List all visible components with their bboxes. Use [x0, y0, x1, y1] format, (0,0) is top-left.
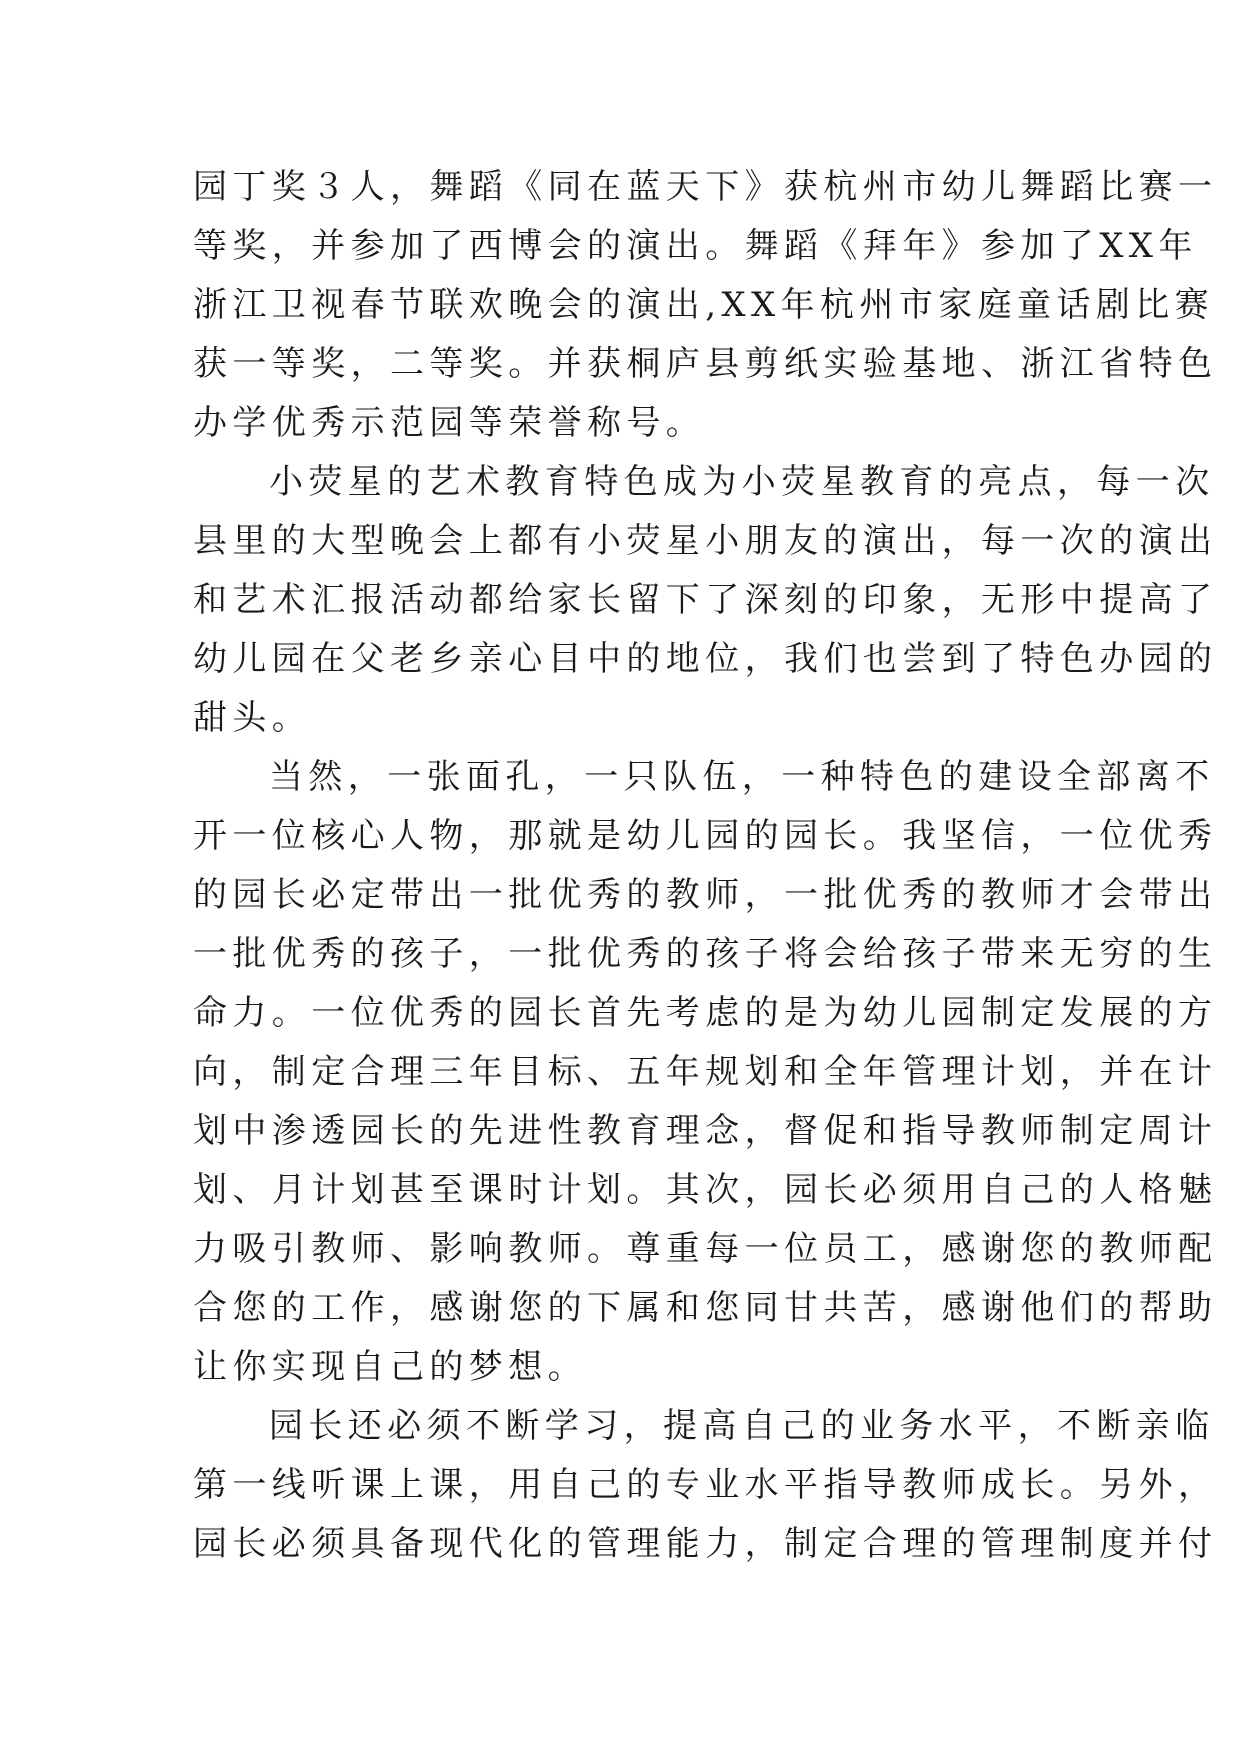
text-line: 甜头。 — [193, 698, 312, 738]
text-line: 园丁奖３人，舞蹈《同在蓝天下》获杭州市幼儿舞蹈比赛一 — [193, 167, 1218, 207]
paragraph-2 — [193, 453, 1218, 748]
text-line: 命力。一位优秀的园长首先考虑的是为幼儿园制定发展的方 — [193, 993, 1218, 1033]
text-line: 的园长必定带出一批优秀的教师，一批优秀的教师才会带出 — [193, 875, 1218, 915]
text-line: 小荧星的艺术教育特色成为小荧星教育的亮点，每一次 — [269, 462, 1215, 502]
text-line: 办学优秀示范园等荣誉称号。 — [193, 403, 706, 443]
text-line: 当然，一张面孔，一只队伍，一种特色的建设全部离不 — [269, 757, 1215, 797]
text-line: 划、月计划甚至课时计划。其次，园长必须用自己的人格魅 — [193, 1170, 1218, 1210]
text-line: 县里的大型晚会上都有小荧星小朋友的演出，每一次的演出 — [193, 521, 1218, 561]
text-line: 让你实现自己的梦想。 — [193, 1347, 587, 1387]
text-line: 一批优秀的孩子，一批优秀的孩子将会给孩子带来无穷的生 — [193, 934, 1218, 974]
text-line: 和艺术汇报活动都给家长留下了深刻的印象，无形中提高了 — [193, 580, 1218, 620]
paragraph-3 — [193, 748, 1218, 1397]
text-line: 向，制定合理三年目标、五年规划和全年管理计划，并在计 — [193, 1052, 1218, 1092]
text-line: 园长必须具备现代化的管理能力，制定合理的管理制度并付 — [193, 1524, 1218, 1564]
text-line: 获一等奖，二等奖。并获桐庐县剪纸实验基地、浙江省特色 — [193, 344, 1218, 384]
text-line: 园长还必须不断学习，提高自己的业务水平，不断亲临 — [269, 1406, 1215, 1446]
text-line: 幼儿园在父老乡亲心目中的地位，我们也尝到了特色办园的 — [193, 639, 1218, 679]
text-line: 合您的工作，感谢您的下属和您同甘共苦，感谢他们的帮助 — [193, 1288, 1218, 1328]
text-line: 浙江卫视春节联欢晚会的演出,XX年杭州市家庭童话剧比赛 — [193, 285, 1215, 325]
paragraph-4 — [193, 1397, 1218, 1574]
text-line: 开一位核心人物，那就是幼儿园的园长。我坚信，一位优秀 — [193, 816, 1218, 856]
text-line: 第一线听课上课，用自己的专业水平指导教师成长。另外， — [193, 1465, 1218, 1505]
text-line: 等奖，并参加了西博会的演出。舞蹈《拜年》参加了XX年 — [193, 226, 1198, 266]
text-line: 力吸引教师、影响教师。尊重每一位员工，感谢您的教师配 — [193, 1229, 1218, 1269]
text-line: 划中渗透园长的先进性教育理念，督促和指导教师制定周计 — [193, 1111, 1218, 1151]
document-body — [193, 158, 1218, 1574]
paragraph-1 — [193, 158, 1218, 453]
